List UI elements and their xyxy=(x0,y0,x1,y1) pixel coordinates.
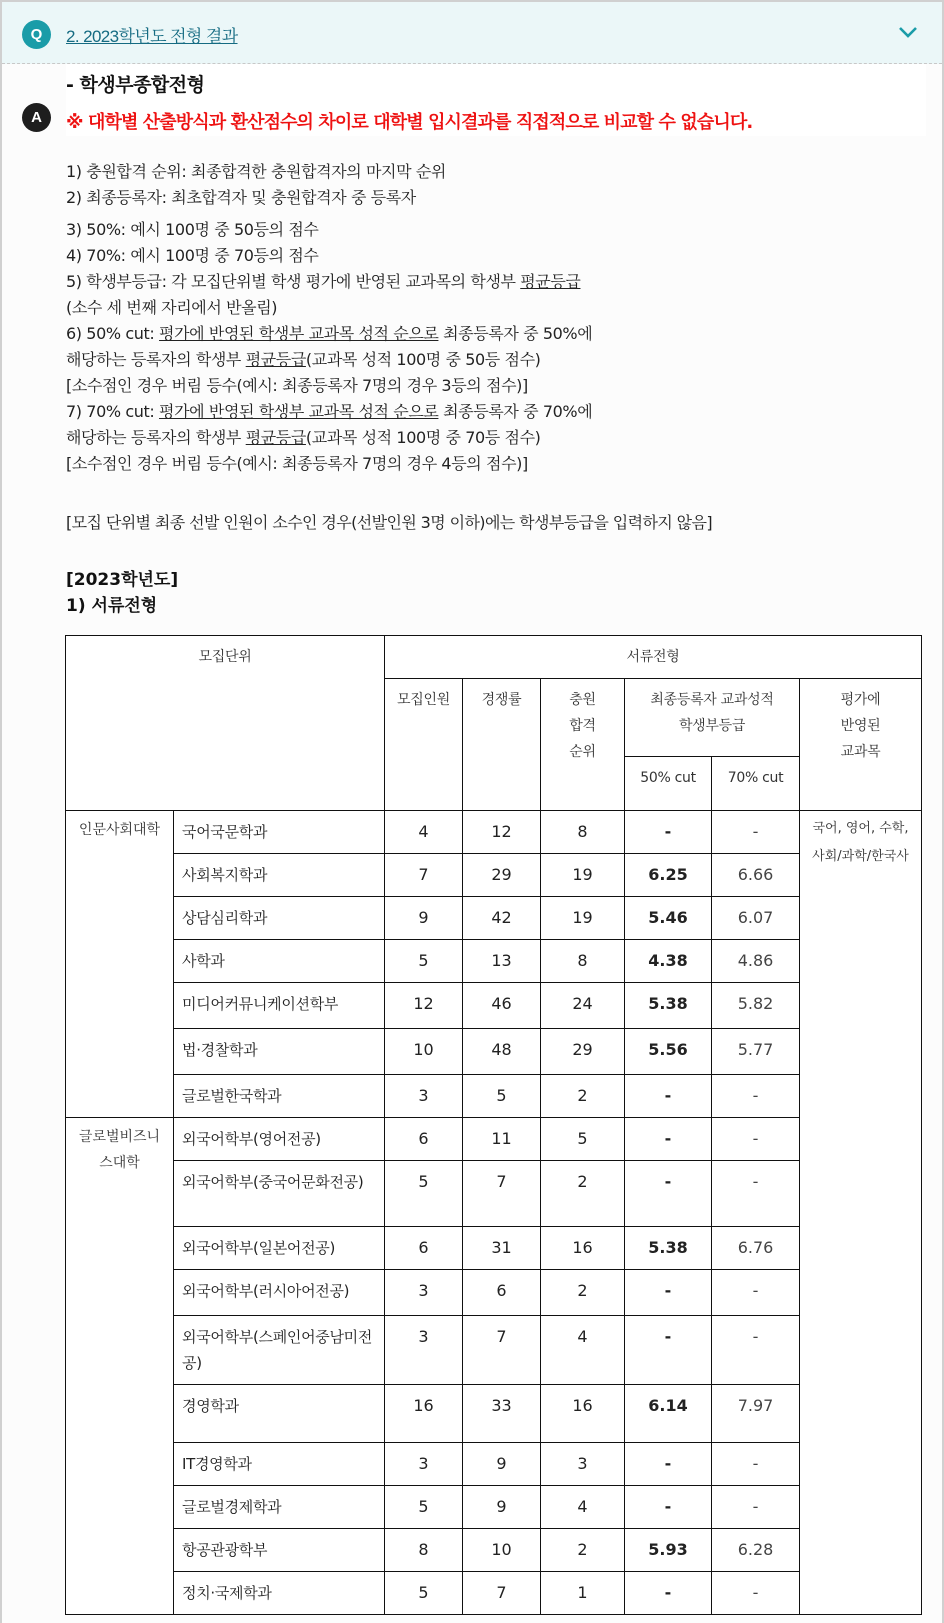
table-row xyxy=(66,1161,922,1227)
table-row xyxy=(66,1270,922,1316)
cut50-cell: - xyxy=(625,811,712,854)
definition-line: 3) 50%: 예시 100명 중 50등의 점수 xyxy=(66,220,319,239)
department-cell: 사회복지학과 xyxy=(174,854,385,897)
competition-cell: 33 xyxy=(463,1385,541,1443)
cut50-cell: - xyxy=(625,1075,712,1118)
waitlist-rank-cell: 8 xyxy=(541,940,625,983)
table-row xyxy=(66,854,922,897)
answer-badge: A xyxy=(22,103,51,132)
competition-cell: 12 xyxy=(463,811,541,854)
cut50-cell: 6.14 xyxy=(625,1385,712,1443)
cut70-cell: 7.97 xyxy=(712,1385,800,1443)
cut70-cell: 5.82 xyxy=(712,983,800,1029)
cut50-cell: 5.46 xyxy=(625,897,712,940)
quota-cell: 6 xyxy=(385,1118,463,1161)
cut70-cell: - xyxy=(712,1486,800,1529)
department-cell: 외국어학부(러시아어전공) xyxy=(174,1270,385,1316)
header-unit: 모집단위 xyxy=(66,636,385,811)
definition-line: (소수 세 번째 자리에서 반올림) xyxy=(66,298,278,317)
question-title-link[interactable]: 2. 2023학년도 전형 결과 xyxy=(66,27,238,46)
waitlist-rank-cell: 4 xyxy=(541,1316,625,1385)
cut50-cell: - xyxy=(625,1486,712,1529)
quota-cell: 5 xyxy=(385,1572,463,1615)
waitlist-rank-cell: 1 xyxy=(541,1572,625,1615)
definition-line: [소수점인 경우 버림 등수(예시: 최종등록자 7명의 경우 4등의 점수)] xyxy=(66,454,528,473)
cut50-cell: - xyxy=(625,1443,712,1486)
table-row xyxy=(66,940,922,983)
waitlist-rank-cell: 16 xyxy=(541,1227,625,1270)
cut70-cell: - xyxy=(712,1443,800,1486)
department-cell: 경영학과 xyxy=(174,1385,385,1443)
cut50-cell: - xyxy=(625,1161,712,1227)
table-row xyxy=(66,983,922,1029)
table-row xyxy=(66,1118,922,1161)
header-grade-group: 최종등록자 교과성적 학생부등급 xyxy=(625,679,800,757)
department-cell: 외국어학부(중국어문화전공) xyxy=(174,1161,385,1227)
cut70-cell: - xyxy=(712,811,800,854)
underlined-term: 평가에 반영된 학생부 교과목 성적 순으로 xyxy=(159,324,439,343)
quota-cell: 3 xyxy=(385,1075,463,1118)
header-cut70: 70% cut xyxy=(712,757,800,811)
table-row xyxy=(66,1529,922,1572)
table-row xyxy=(66,1227,922,1270)
waitlist-rank-cell: 4 xyxy=(541,1486,625,1529)
department-cell: 항공관광학부 xyxy=(174,1529,385,1572)
cut70-cell: 5.77 xyxy=(712,1029,800,1075)
definition-line: 2) 최종등록자: 최초합격자 및 충원합격자 중 등록자 xyxy=(66,188,416,207)
quota-cell: 7 xyxy=(385,854,463,897)
competition-cell: 48 xyxy=(463,1029,541,1075)
header-waitlist-rank: 충원 합격 순위 xyxy=(541,679,625,811)
cut70-cell: - xyxy=(712,1161,800,1227)
waitlist-rank-cell: 3 xyxy=(541,1443,625,1486)
quota-cell: 10 xyxy=(385,1029,463,1075)
cut50-cell: 6.25 xyxy=(625,854,712,897)
cut50-cell: - xyxy=(625,1316,712,1385)
cut50-cell: 5.38 xyxy=(625,1227,712,1270)
waitlist-rank-cell: 2 xyxy=(541,1161,625,1227)
question-badge: Q xyxy=(22,20,51,49)
cut50-cell: - xyxy=(625,1270,712,1316)
underlined-term: 평균등급 xyxy=(520,272,581,291)
competition-cell: 7 xyxy=(463,1572,541,1615)
faq-question-header[interactable] xyxy=(2,2,942,64)
quota-cell: 5 xyxy=(385,940,463,983)
waitlist-rank-cell: 29 xyxy=(541,1029,625,1075)
table-row xyxy=(66,1029,922,1075)
competition-cell: 9 xyxy=(463,1486,541,1529)
header-cut50: 50% cut xyxy=(625,757,712,811)
definition-line: 해당하는 등록자의 학생부 평균등급(교과목 성적 100명 중 70등 점수) xyxy=(66,428,541,447)
cut70-cell: - xyxy=(712,1118,800,1161)
competition-cell: 9 xyxy=(463,1443,541,1486)
cut50-cell: 5.38 xyxy=(625,983,712,1029)
waitlist-rank-cell: 19 xyxy=(541,897,625,940)
quota-cell: 3 xyxy=(385,1270,463,1316)
competition-cell: 7 xyxy=(463,1316,541,1385)
department-cell: 외국어학부(스페인어중남미전공) xyxy=(174,1316,385,1385)
table-row xyxy=(66,1385,922,1443)
underlined-term: 평균등급 xyxy=(245,350,306,369)
cut70-cell: - xyxy=(712,1270,800,1316)
extra-note: [모집 단위별 최종 선발 인원이 소수인 경우(선발인원 3명 이하)에는 학생부등급을 입력하지 않음] xyxy=(66,513,713,532)
cut70-cell: - xyxy=(712,1075,800,1118)
cut50-cell: 4.38 xyxy=(625,940,712,983)
quota-cell: 6 xyxy=(385,1227,463,1270)
waitlist-rank-cell: 2 xyxy=(541,1270,625,1316)
quota-cell: 3 xyxy=(385,1316,463,1385)
department-cell: 사학과 xyxy=(174,940,385,983)
table-row xyxy=(66,897,922,940)
header-track: 서류전형 xyxy=(385,636,922,679)
competition-cell: 5 xyxy=(463,1075,541,1118)
department-cell: 미디어커뮤니케이션학부 xyxy=(174,983,385,1029)
quota-cell: 4 xyxy=(385,811,463,854)
cut70-cell: 6.66 xyxy=(712,854,800,897)
competition-cell: 31 xyxy=(463,1227,541,1270)
department-cell: IT경영학과 xyxy=(174,1443,385,1486)
competition-cell: 7 xyxy=(463,1161,541,1227)
quota-cell: 9 xyxy=(385,897,463,940)
table-row xyxy=(66,1486,922,1529)
cut70-cell: 6.28 xyxy=(712,1529,800,1572)
definition-line: 4) 70%: 예시 100명 중 70등의 점수 xyxy=(66,246,319,265)
table-row xyxy=(66,811,922,854)
underlined-term: 평균등급 xyxy=(245,428,306,447)
definition-line: 5) 학생부등급: 각 모집단위별 학생 평가에 반영된 교과목의 학생부 평균등급 xyxy=(66,272,581,291)
waitlist-rank-cell: 5 xyxy=(541,1118,625,1161)
waitlist-rank-cell: 8 xyxy=(541,811,625,854)
table-row xyxy=(66,1316,922,1385)
quota-cell: 5 xyxy=(385,1161,463,1227)
cut50-cell: - xyxy=(625,1118,712,1161)
cut70-cell: - xyxy=(712,1572,800,1615)
department-cell: 글로벌경제학과 xyxy=(174,1486,385,1529)
table-row xyxy=(66,1443,922,1486)
department-cell: 외국어학부(일본어전공) xyxy=(174,1227,385,1270)
definition-line: 해당하는 등록자의 학생부 평균등급(교과목 성적 100명 중 50등 점수) xyxy=(66,350,541,369)
competition-cell: 29 xyxy=(463,854,541,897)
warning-text: ※ 대학별 산출방식과 환산점수의 차이로 대학별 입시결과를 직접적으로 비교할 수 없습니다. xyxy=(66,112,753,133)
cut50-cell: 5.93 xyxy=(625,1529,712,1572)
competition-cell: 46 xyxy=(463,983,541,1029)
table-row xyxy=(66,1572,922,1615)
department-cell: 정치·국제학과 xyxy=(174,1572,385,1615)
table-row xyxy=(66,1075,922,1118)
department-cell: 상담심리학과 xyxy=(174,897,385,940)
competition-cell: 11 xyxy=(463,1118,541,1161)
competition-cell: 6 xyxy=(463,1270,541,1316)
competition-cell: 42 xyxy=(463,897,541,940)
results-table xyxy=(65,635,922,1615)
answer-subheading: - 학생부종합전형 xyxy=(66,74,205,96)
underlined-term: 평가에 반영된 학생부 교과목 성적 순으로 xyxy=(159,402,439,421)
quota-cell: 5 xyxy=(385,1486,463,1529)
cut70-cell: 6.07 xyxy=(712,897,800,940)
quota-cell: 16 xyxy=(385,1385,463,1443)
department-cell: 법·경찰학과 xyxy=(174,1029,385,1075)
college-cell: 글로벌비즈니 스대학 xyxy=(66,1118,174,1615)
quota-cell: 3 xyxy=(385,1443,463,1486)
cut50-cell: - xyxy=(625,1572,712,1615)
definitions-list xyxy=(66,159,592,477)
cut70-cell: 6.76 xyxy=(712,1227,800,1270)
cut70-cell: - xyxy=(712,1316,800,1385)
department-cell: 글로벌한국학과 xyxy=(174,1075,385,1118)
quota-cell: 12 xyxy=(385,983,463,1029)
definition-line: 7) 70% cut: 평가에 반영된 학생부 교과목 성적 순으로 최종등록자 중 70%에 xyxy=(66,402,593,421)
department-cell: 국어국문학과 xyxy=(174,811,385,854)
section-heading: 1) 서류전형 xyxy=(66,596,158,616)
college-cell: 인문사회대학 xyxy=(66,811,174,1118)
subjects-cell: 국어, 영어, 수학, 사회/과학/한국사 xyxy=(800,811,922,1615)
definition-line: 1) 충원합격 순위: 최종합격한 충원합격자의 마지막 순위 xyxy=(66,162,446,181)
definition-line: [소수점인 경우 버림 등수(예시: 최종등록자 7명의 경우 3등의 점수)] xyxy=(66,376,528,395)
competition-cell: 10 xyxy=(463,1529,541,1572)
header-competition: 경쟁률 xyxy=(463,679,541,811)
waitlist-rank-cell: 24 xyxy=(541,983,625,1029)
competition-cell: 13 xyxy=(463,940,541,983)
definition-line: 6) 50% cut: 평가에 반영된 학생부 교과목 성적 순으로 최종등록자 중 50%에 xyxy=(66,324,593,343)
cut70-cell: 4.86 xyxy=(712,940,800,983)
year-heading: [2023학년도] xyxy=(66,570,179,590)
cut50-cell: 5.56 xyxy=(625,1029,712,1075)
waitlist-rank-cell: 19 xyxy=(541,854,625,897)
waitlist-rank-cell: 2 xyxy=(541,1075,625,1118)
header-subjects: 평가에 반영된 교과목 xyxy=(800,679,922,811)
department-cell: 외국어학부(영어전공) xyxy=(174,1118,385,1161)
header-quota: 모집인원 xyxy=(385,679,463,811)
chevron-down-icon[interactable] xyxy=(898,24,918,40)
waitlist-rank-cell: 16 xyxy=(541,1385,625,1443)
quota-cell: 8 xyxy=(385,1529,463,1572)
waitlist-rank-cell: 2 xyxy=(541,1529,625,1572)
